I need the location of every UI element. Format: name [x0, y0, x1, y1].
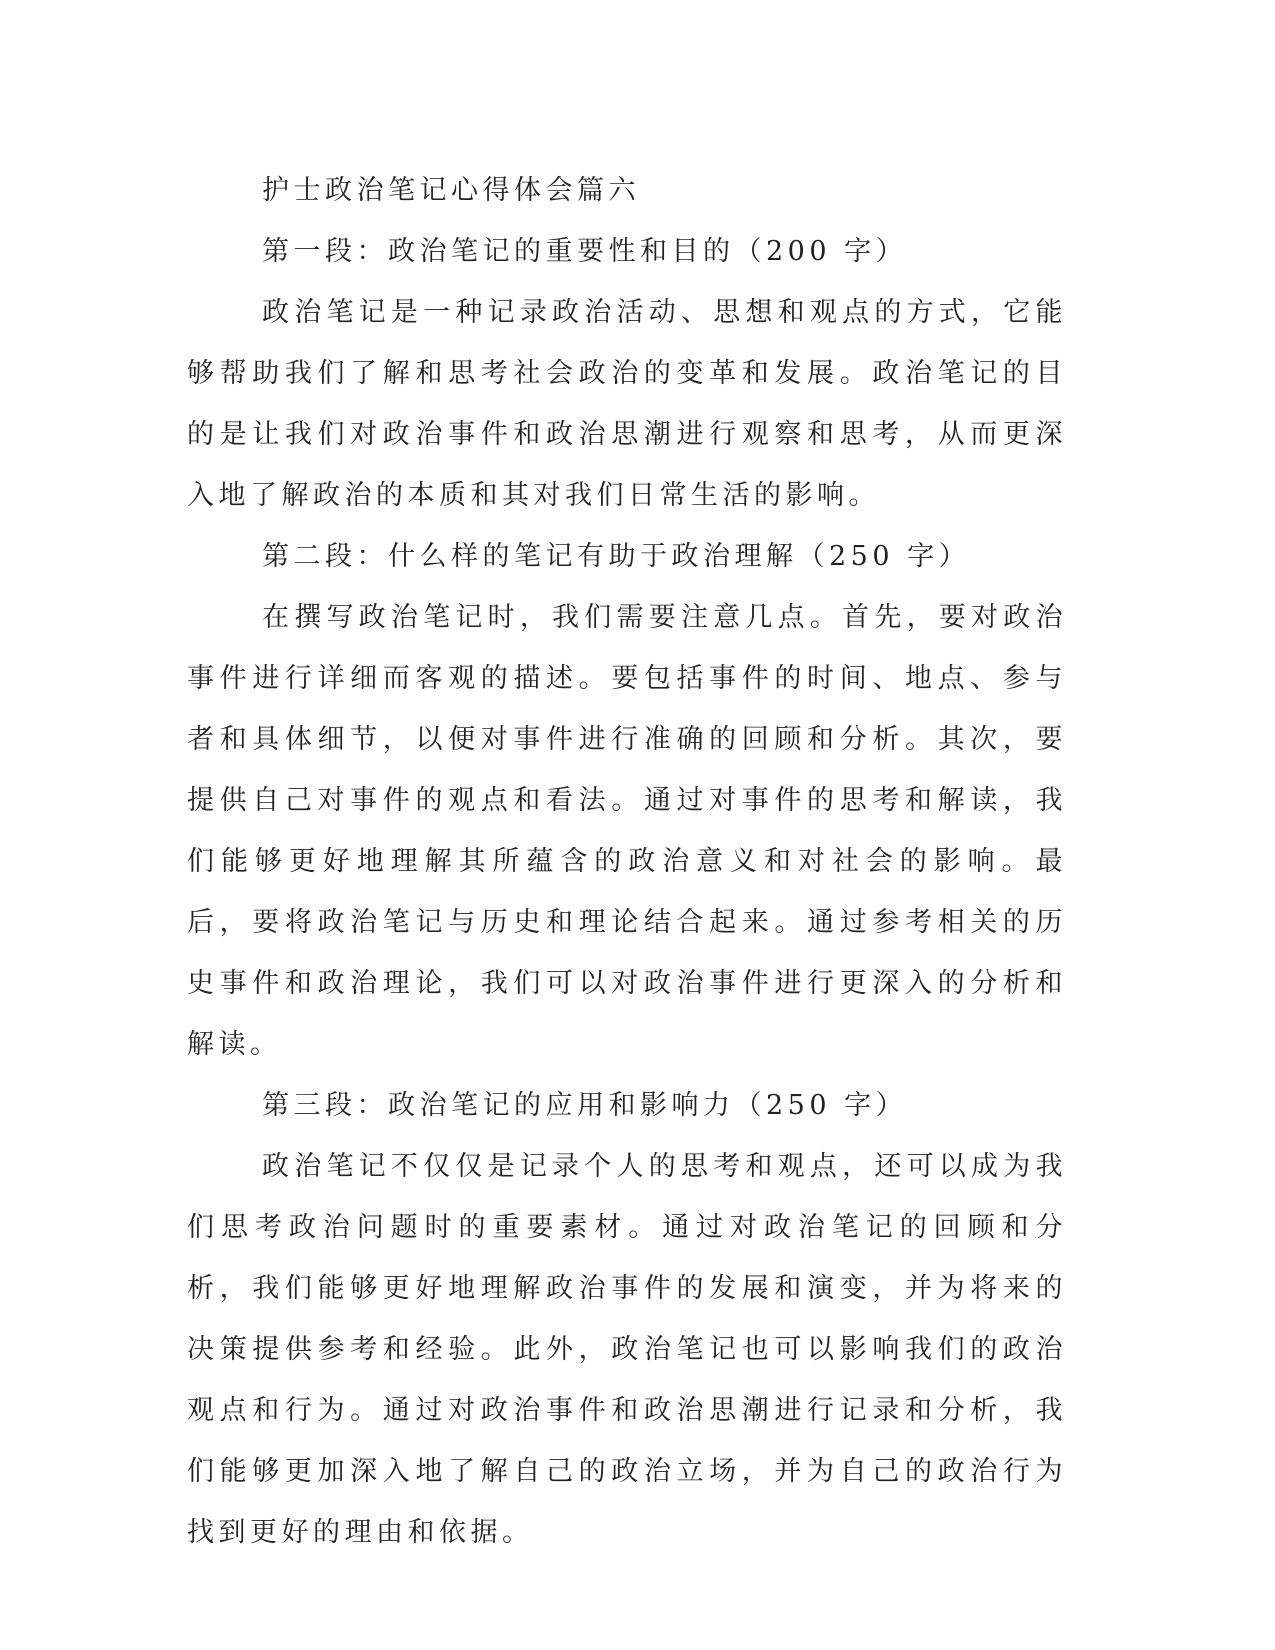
- section-heading-3: 第三段：政治笔记的应用和影响力（250 字）: [262, 1090, 908, 1121]
- document-body: [187, 160, 1067, 1563]
- paragraph-2: 在撰写政治笔记时，我们需要注意几点。首先，要对政治事件进行详细而客观的描述。要包括事件的时间、地点、参与者和具体细节，以便对事件进行准确的回顾和分析。其次，要提供自己对事件的观点和看法。通过对事件的思考和解读，我们能够更好地理解其所蕴含的政治意义和对社会的影响。最后，要将政治笔记与历史和理论结合起来。通过参考相关的历史事件和政治理论，我们可以对政治事件进行更深入的分析和解读。: [187, 602, 1067, 1060]
- section-heading-2: 第二段：什么样的笔记有助于政治理解（250 字）: [262, 541, 971, 572]
- paragraph-1: 政治笔记是一种记录政治活动、思想和观点的方式，它能够帮助我们了解和思考社会政治的变革和发展。政治笔记的目的是让我们对政治事件和政治思潮进行观察和思考，从而更深入地了解政治的本质和其对我们日常生活的影响。: [187, 297, 1067, 511]
- section-heading-1: 第一段：政治笔记的重要性和目的（200 字）: [262, 236, 908, 267]
- document-title: 护士政治笔记心得体会篇六: [262, 175, 640, 206]
- paragraph-3: 政治笔记不仅仅是记录个人的思考和观点，还可以成为我们思考政治问题时的重要素材。通过对政治笔记的回顾和分析，我们能够更好地理解政治事件的发展和演变，并为将来的决策提供参考和经验。此外，政治笔记也可以影响我们的政治观点和行为。通过对政治事件和政治思潮进行记录和分析，我们能够更加深入地了解自己的政治立场，并为自己的政治行为找到更好的理由和依据。: [187, 1151, 1067, 1548]
